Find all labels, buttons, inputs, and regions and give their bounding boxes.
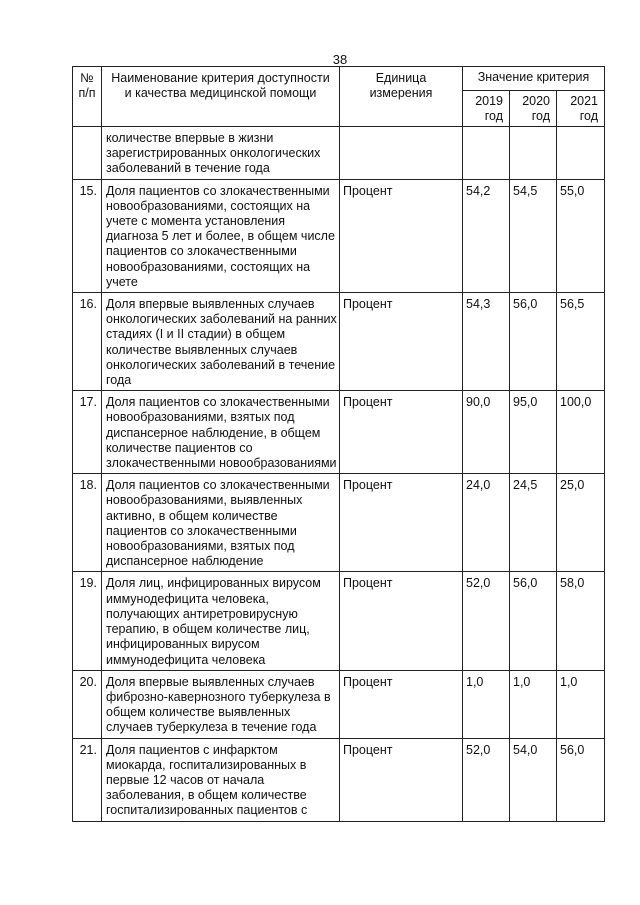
header-number-line1: № [80, 71, 94, 85]
header-unit-line1: Единица [375, 71, 427, 85]
unit-cell: Процент [340, 572, 463, 670]
value-2019: 54,2 [463, 179, 510, 292]
criterion-name: Доля лиц, инфицированных вирусом иммунодефицита человека, получающих антиретровирусную терапию, в общем количестве лиц, инфицированных вирусом иммунодефицита человека [102, 572, 340, 670]
value-2020: 56,0 [510, 293, 557, 391]
header-year-suffix: год [579, 109, 599, 124]
table-header [73, 67, 605, 127]
criterion-name: Доля пациентов с инфарктом миокарда, госпитализированных в первые 12 часов от начала заболевания, в общем количестве госпитализированных пациентов с [102, 738, 340, 821]
criteria-table [72, 66, 605, 822]
row-number: 21. [73, 738, 102, 821]
unit-cell: Процент [340, 293, 463, 391]
value-2019: 90,0 [463, 391, 510, 474]
header-number-line2: п/п [78, 86, 96, 101]
value-2019: 54,3 [463, 293, 510, 391]
table-row [73, 474, 605, 572]
header-unit-line2: измерения [369, 86, 433, 101]
table-row [73, 293, 605, 391]
value-2021: 25,0 [557, 474, 605, 572]
value-2021 [557, 127, 605, 180]
criterion-name: Доля пациентов со злокачественными новообразованиями, выявленных активно, в общем количестве пациентов со злокачественными новообразованиями, взятых под диспансерное наблюдение [102, 474, 340, 572]
unit-cell: Процент [340, 738, 463, 821]
value-2020: 95,0 [510, 391, 557, 474]
table-row [73, 572, 605, 670]
header-year-2020 [510, 91, 557, 127]
table-body [73, 127, 605, 822]
criterion-name: количестве впервые в жизни зарегистрированных онкологических заболеваний в течение года [102, 127, 340, 180]
unit-cell: Процент [340, 474, 463, 572]
unit-cell: Процент [340, 391, 463, 474]
row-number: 17. [73, 391, 102, 474]
table-row [73, 391, 605, 474]
value-2021: 56,0 [557, 738, 605, 821]
row-number: 20. [73, 670, 102, 738]
header-value-group: Значение критерия [463, 67, 605, 91]
row-number [73, 127, 102, 180]
value-2019: 52,0 [463, 738, 510, 821]
value-2020: 56,0 [510, 572, 557, 670]
value-2020: 54,0 [510, 738, 557, 821]
header-name-line1: Наименование критерия доступности [111, 71, 330, 85]
header-criterion-name [102, 67, 340, 127]
value-2021: 55,0 [557, 179, 605, 292]
row-number: 15. [73, 179, 102, 292]
header-year-label: 2019 [475, 94, 503, 108]
value-2020: 54,5 [510, 179, 557, 292]
criterion-name: Доля впервые выявленных случаев фиброзно-кавернозного туберкулеза в общем количестве выявленных случаев туберкулеза в течение года [102, 670, 340, 738]
value-2019 [463, 127, 510, 180]
criterion-name: Доля впервые выявленных случаев онкологических заболеваний на ранних стадиях (I и II стадии) в общем количестве выявленных случаев онкологических заболеваний в течение года [102, 293, 340, 391]
value-2019: 52,0 [463, 572, 510, 670]
row-number: 18. [73, 474, 102, 572]
header-year-2019 [463, 91, 510, 127]
table-row [73, 127, 605, 180]
unit-cell: Процент [340, 179, 463, 292]
unit-cell [340, 127, 463, 180]
header-number [73, 67, 102, 127]
value-2021: 58,0 [557, 572, 605, 670]
value-2021: 100,0 [557, 391, 605, 474]
row-number: 19. [73, 572, 102, 670]
table-row [73, 670, 605, 738]
header-year-label: 2021 [570, 94, 599, 108]
header-year-suffix: год [484, 109, 503, 124]
row-number: 16. [73, 293, 102, 391]
value-2020: 24,5 [510, 474, 557, 572]
value-2021: 56,5 [557, 293, 605, 391]
table-row [73, 738, 605, 821]
page-number: 38 [332, 52, 348, 67]
value-2019: 1,0 [463, 670, 510, 738]
header-year-suffix: год [531, 109, 550, 124]
value-2019: 24,0 [463, 474, 510, 572]
header-year-2021 [557, 91, 605, 127]
value-2020: 1,0 [510, 670, 557, 738]
value-2021: 1,0 [557, 670, 605, 738]
unit-cell: Процент [340, 670, 463, 738]
criterion-name: Доля пациентов со злокачественными новообразованиями, состоящих на учете с момента установления диагноза 5 лет и более, в общем числе пациентов со злокачественными новообразованиями, состоящих на учете [102, 179, 340, 292]
criterion-name: Доля пациентов со злокачественными новообразованиями, взятых под диспансерное наблюдение, в общем количестве пациентов со злокачественными новообразованиями [102, 391, 340, 474]
header-unit [340, 67, 463, 127]
header-year-label: 2020 [522, 94, 550, 108]
header-name-line2: и качества медицинской помощи [124, 86, 317, 101]
value-2020 [510, 127, 557, 180]
table-row [73, 179, 605, 292]
